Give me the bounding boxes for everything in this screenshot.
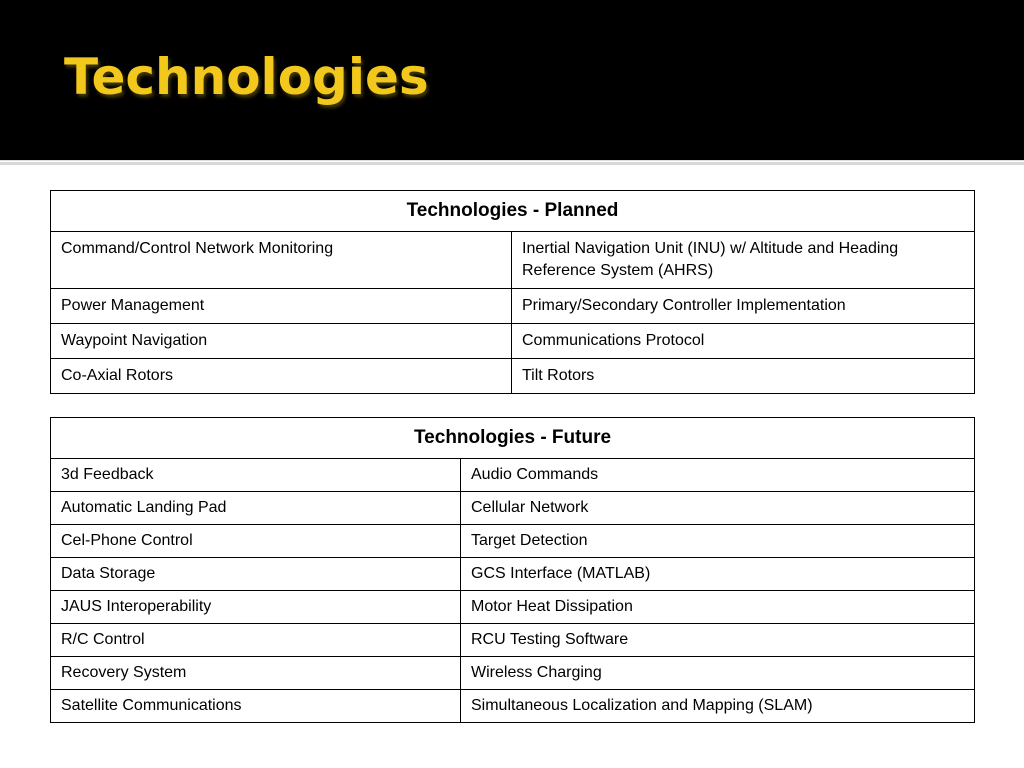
table-cell: Target Detection (461, 525, 975, 558)
table-cell: Wireless Charging (461, 657, 975, 690)
table-cell: Communications Protocol (512, 324, 975, 359)
table-row (51, 525, 975, 558)
table-row (51, 492, 975, 525)
table-cell: Co-Axial Rotors (51, 359, 512, 394)
table-cell: Tilt Rotors (512, 359, 975, 394)
table-row (51, 289, 975, 324)
table-cell: Satellite Communications (51, 690, 461, 723)
table-row (51, 324, 975, 359)
table-cell: Primary/Secondary Controller Implementation (512, 289, 975, 324)
title-bar (0, 0, 1024, 160)
table-row (51, 624, 975, 657)
table-row (51, 232, 975, 289)
table-cell: Power Management (51, 289, 512, 324)
table-cell: GCS Interface (MATLAB) (461, 558, 975, 591)
table-cell: 3d Feedback (51, 459, 461, 492)
table-cell: Recovery System (51, 657, 461, 690)
table-row (51, 591, 975, 624)
table-cell: Waypoint Navigation (51, 324, 512, 359)
table-cell: Audio Commands (461, 459, 975, 492)
table-cell: Simultaneous Localization and Mapping (SLAM) (461, 690, 975, 723)
table-cell: Inertial Navigation Unit (INU) w/ Altitude and Heading Reference System (AHRS) (512, 232, 975, 289)
table-row (51, 657, 975, 690)
table-row (51, 359, 975, 394)
table-header-row (51, 191, 975, 232)
table-row (51, 459, 975, 492)
table-header-row (51, 418, 975, 459)
table-cell: Cellular Network (461, 492, 975, 525)
title-divider (0, 160, 1024, 165)
planned-technologies-table (50, 190, 975, 394)
table-cell: Motor Heat Dissipation (461, 591, 975, 624)
table-cell: Data Storage (51, 558, 461, 591)
planned-table-header: Technologies - Planned (51, 191, 975, 232)
future-table-header: Technologies - Future (51, 418, 975, 459)
table-cell: Automatic Landing Pad (51, 492, 461, 525)
table-cell: RCU Testing Software (461, 624, 975, 657)
table-cell: Command/Control Network Monitoring (51, 232, 512, 289)
table-row (51, 690, 975, 723)
table-cell: JAUS Interoperability (51, 591, 461, 624)
table-cell: R/C Control (51, 624, 461, 657)
table-row (51, 558, 975, 591)
slide-title: Technologies (64, 48, 429, 106)
table-cell: Cel-Phone Control (51, 525, 461, 558)
future-technologies-table (50, 417, 975, 723)
